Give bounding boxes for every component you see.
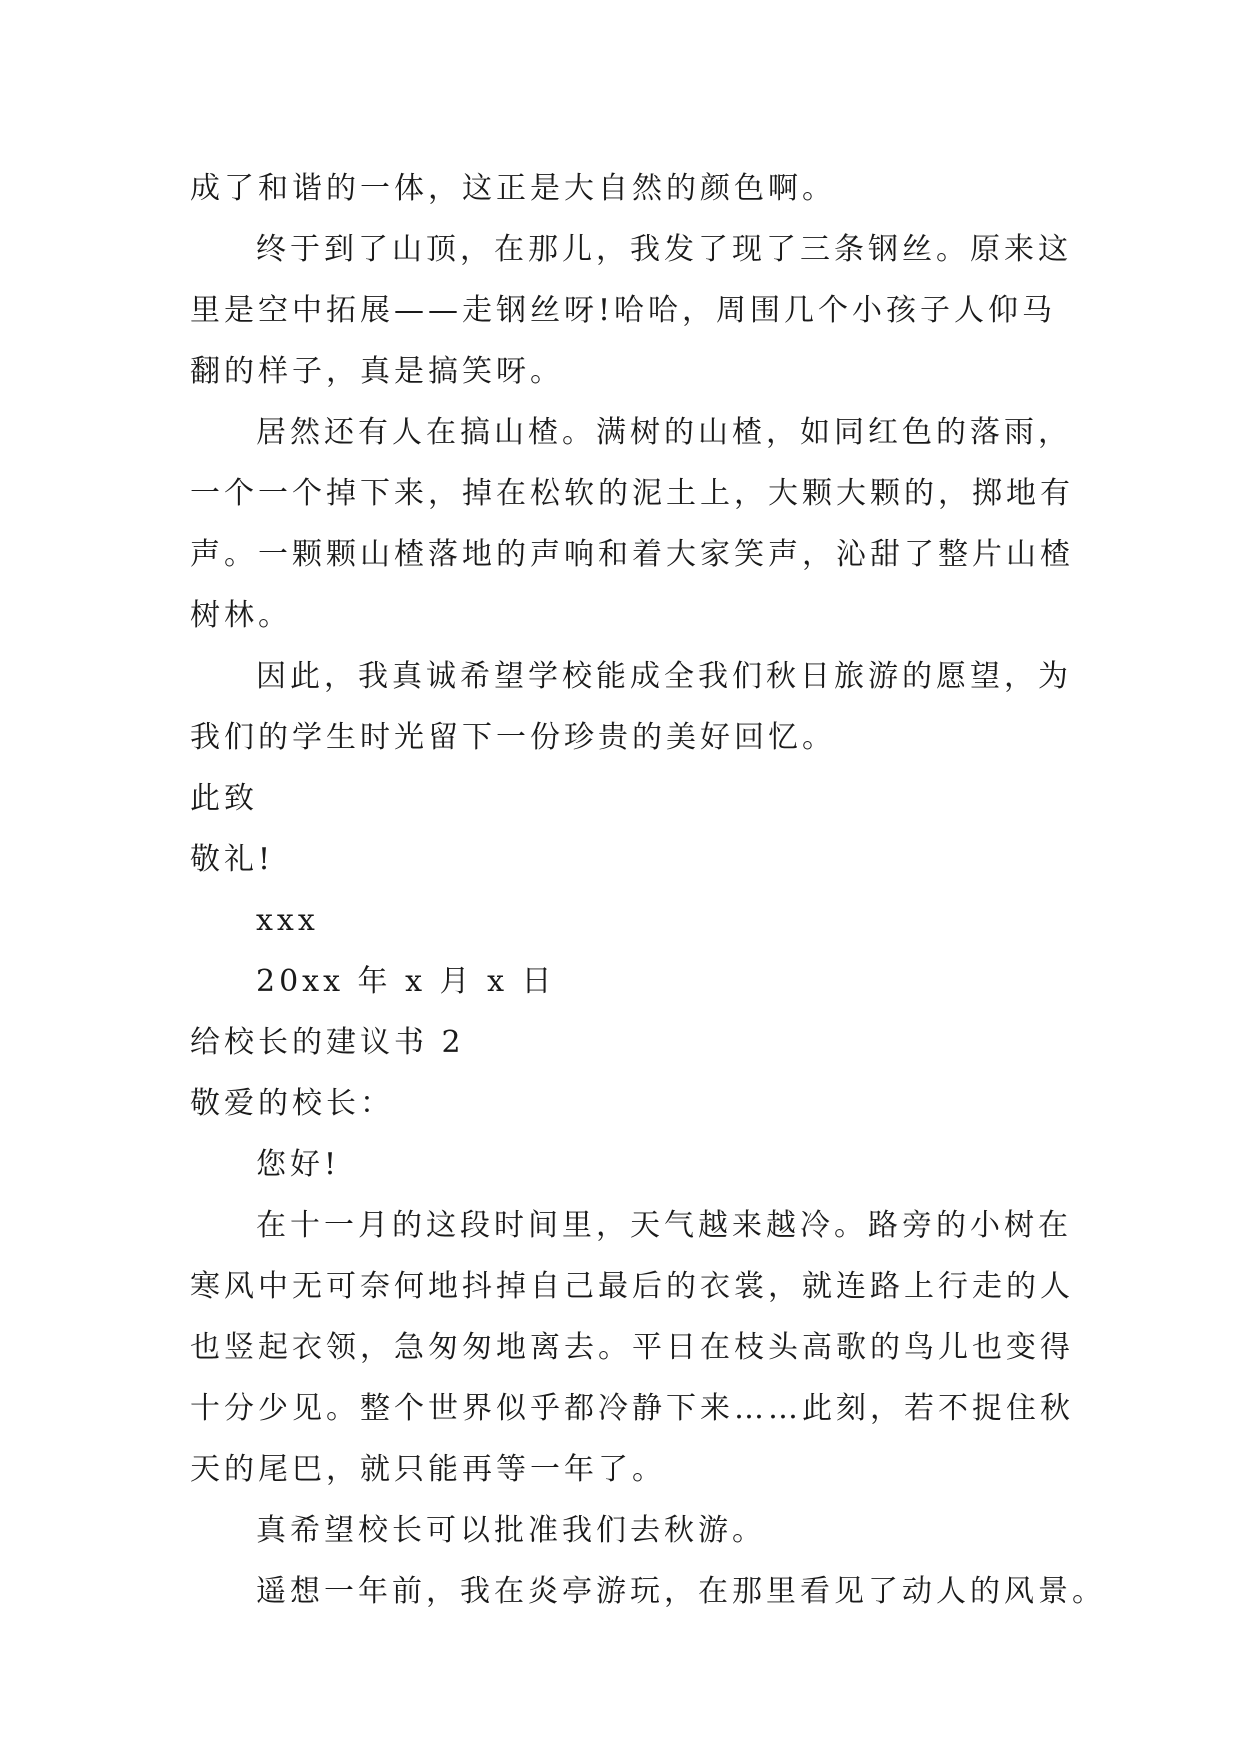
closing-regards: 敬礼! [190,842,275,877]
paragraph-start-line: 真希望校长可以批准我们去秋游。 [256,1513,766,1548]
letter-hello: 您好! [256,1147,341,1182]
text-line: 树林。 [190,598,292,633]
paragraph-start-line: 居然还有人在搞山楂。满树的山楂，如同红色的落雨， [256,415,1072,450]
paragraph-start-line: 在十一月的这段时间里，天气越来越冷。路旁的小树在 [256,1208,1072,1243]
paragraph-start-line: 遥想一年前，我在炎亭游玩，在那里看见了动人的风景。 [256,1574,1106,1609]
text-line: 成了和谐的一体，这正是大自然的颜色啊。 [190,171,836,206]
text-line: 声。一颗颗山楂落地的声响和着大家笑声，沁甜了整片山楂 [190,537,1074,572]
text-line: 里是空中拓展——走钢丝呀!哈哈，周围几个小孩子人仰马 [190,293,1057,328]
letter-greeting: 敬爱的校长： [190,1086,394,1121]
text-line: 天的尾巴，就只能再等一年了。 [190,1452,666,1487]
text-line: 寒风中无可奈何地抖掉自己最后的衣裳，就连路上行走的人 [190,1269,1074,1304]
text-line: 一个一个掉下来，掉在松软的泥土上，大颗大颗的，掷地有 [190,476,1074,511]
section-title: 给校长的建议书 2 [190,1025,465,1060]
text-line: 翻的样子，真是搞笑呀。 [190,354,564,389]
text-line: 也竖起衣领，急匆匆地离去。平日在枝头高歌的鸟儿也变得 [190,1330,1074,1365]
paragraph-start-line: 因此，我真诚希望学校能成全我们秋日旅游的愿望，为 [256,659,1072,694]
signature-name: xxx [256,903,319,938]
document-body [190,158,1106,1622]
text-line: 十分少见。整个世界似乎都冷静下来……此刻，若不捉住秋 [190,1391,1074,1426]
paragraph-start-line: 终于到了山顶，在那儿，我发了现了三条钢丝。原来这 [256,232,1072,267]
text-line: 我们的学生时光留下一份珍贵的美好回忆。 [190,720,836,755]
closing-salutation: 此致 [190,781,258,816]
signature-date: 20xx 年 x 月 x 日 [256,964,556,999]
